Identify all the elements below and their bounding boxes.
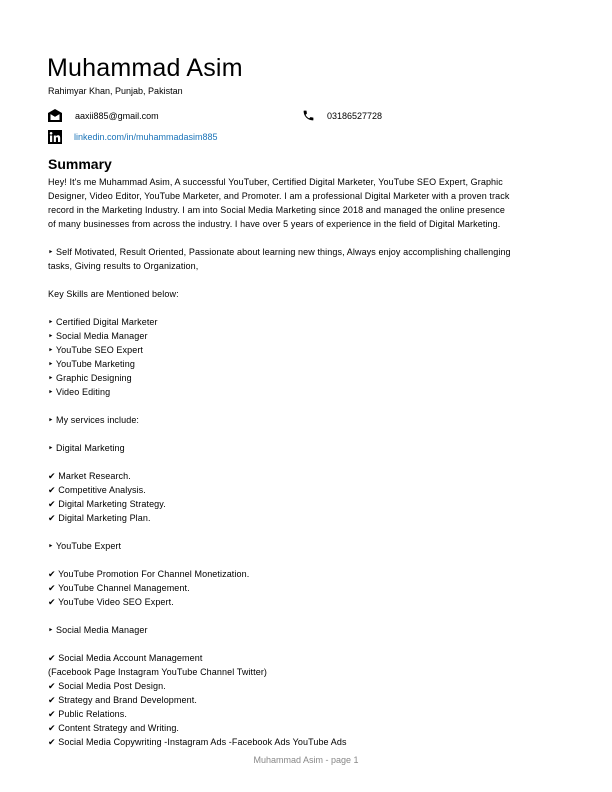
linkedin-link[interactable]: linkedin.com/in/muhammadasim885 — [74, 132, 218, 142]
blank-line — [48, 455, 568, 469]
summary-line: (Facebook Page Instagram YouTube Channel Twitter) — [48, 667, 268, 677]
summary-line: ✔ Content Strategy and Writing. — [48, 723, 180, 733]
summary-line: ‣ My services include: — [48, 415, 140, 425]
summary-line: Hey! It's me Muhammad Asim, A successful YouTuber, Certified Digital Marketer, YouTube SEO Expert, Graphic — [48, 177, 503, 187]
linkedin-contact — [48, 130, 218, 144]
summary-line: ‣ Video Editing — [48, 387, 111, 397]
phone-text: 03186527728 — [327, 110, 383, 121]
summary-line: record in the Marketing Industry. I am into Social Media Marketing since 2018 and managed the online presence — [48, 205, 505, 215]
summary-line: ‣ Graphic Designing — [48, 373, 132, 383]
summary-line: ✔ YouTube Channel Management. — [48, 583, 190, 593]
blank-line — [48, 553, 568, 567]
phone-icon — [302, 109, 315, 122]
linkedin-icon — [48, 130, 62, 144]
summary-line: ✔ Social Media Account Management — [48, 653, 203, 663]
summary-line: of many businesses from across the industry. I have over 5 years of experience in the field of Digital Marketing. — [48, 219, 501, 229]
summary-line: ✔ YouTube Video SEO Expert. — [48, 597, 174, 607]
summary-line: ‣ YouTube Expert — [48, 541, 122, 551]
summary-line: ‣ Digital Marketing — [48, 443, 125, 453]
candidate-name: Muhammad Asim — [47, 54, 243, 82]
page-footer: Muhammad Asim - page 1 — [253, 755, 359, 765]
blank-line — [48, 427, 568, 441]
blank-line — [48, 609, 568, 623]
summary-line: tasks, Giving results to Organization, — [48, 261, 199, 271]
summary-line: ✔ Digital Marketing Plan. — [48, 513, 151, 523]
summary-line: ✔ Market Research. — [48, 471, 131, 481]
summary-line: ✔ Public Relations. — [48, 709, 127, 719]
summary-line: ✔ Strategy and Brand Development. — [48, 695, 197, 705]
email-icon — [48, 109, 62, 122]
summary-line: ✔ Social Media Copywriting -Instagram Ads -Facebook Ads YouTube Ads — [48, 737, 347, 747]
summary-heading: Summary — [48, 156, 112, 172]
summary-line: ‣ Social Media Manager — [48, 331, 148, 341]
summary-line: ✔ Digital Marketing Strategy. — [48, 499, 166, 509]
blank-line — [48, 301, 568, 315]
blank-line — [48, 231, 568, 245]
summary-line: Key Skills are Mentioned below: — [48, 289, 179, 299]
blank-line — [48, 273, 568, 287]
blank-line — [48, 637, 568, 651]
email-text[interactable]: aaxii885@gmail.com — [75, 110, 159, 121]
blank-line — [48, 399, 568, 413]
summary-line: ‣ YouTube Marketing — [48, 359, 135, 369]
summary-line: ‣ Self Motivated, Result Oriented, Passionate about learning new things, Always enjoy accomplishing challenging — [48, 247, 511, 257]
summary-line: ✔ Social Media Post Design. — [48, 681, 166, 691]
summary-line: Designer, Video Editor, YouTube Marketer, and Promoter. I am a professional Digital Marketer with a proven track — [48, 191, 510, 201]
summary-line: ‣ YouTube SEO Expert — [48, 345, 144, 355]
email-contact — [48, 109, 159, 122]
summary-line: ‣ Certified Digital Marketer — [48, 317, 158, 327]
summary-line: ✔ YouTube Promotion For Channel Monetization. — [48, 569, 250, 579]
phone-contact — [302, 109, 382, 122]
summary-body — [48, 175, 568, 749]
summary-line: ✔ Competitive Analysis. — [48, 485, 146, 495]
summary-line: ‣ Social Media Manager — [48, 625, 148, 635]
location: Rahimyar Khan, Punjab, Pakistan — [48, 86, 183, 96]
blank-line — [48, 525, 568, 539]
